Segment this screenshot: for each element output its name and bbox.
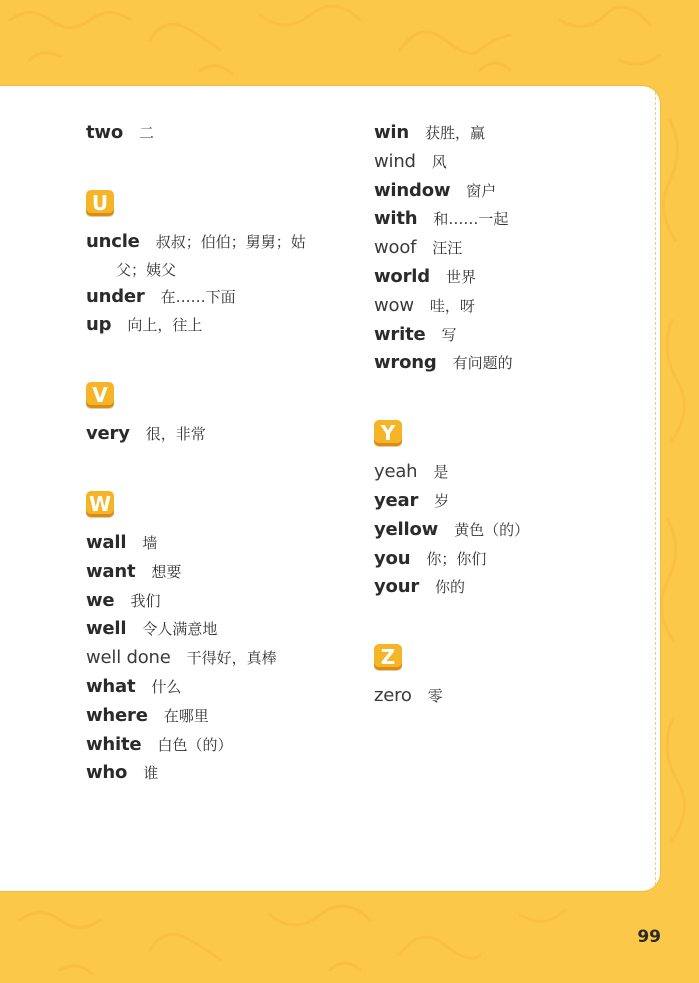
- vocab-meaning: 什么: [151, 677, 182, 696]
- letter-heading-w: [86, 489, 376, 521]
- page-number: 99: [637, 927, 661, 947]
- vocab-meaning: 获胜，赢: [425, 124, 486, 142]
- vocab-meaning: 写: [441, 325, 457, 344]
- vocab-word: well done: [86, 647, 171, 669]
- vocab-entry: [374, 516, 664, 545]
- vocab-word: want: [86, 560, 136, 582]
- vocab-word: wall: [86, 531, 127, 553]
- vocab-word: window: [374, 179, 451, 201]
- vocab-entry: [374, 205, 664, 234]
- vocab-word: yeah: [374, 461, 418, 483]
- vocab-word: wrong: [374, 352, 437, 374]
- vocab-word: very: [86, 423, 130, 445]
- vocab-meaning: 汪汪: [432, 239, 463, 258]
- vocab-entry: [374, 682, 664, 711]
- vocab-entry: [86, 529, 376, 558]
- vocab-word: your: [374, 576, 419, 598]
- vocab-word: two: [86, 122, 123, 143]
- vocab-entry: [86, 283, 376, 312]
- vocab-meaning: 干得好，真棒: [186, 649, 277, 668]
- vocab-meaning: 窗户: [466, 181, 497, 200]
- vocab-meaning: 白色（的）: [157, 735, 233, 754]
- vocab-meaning: 黄色（的）: [454, 520, 530, 539]
- vocab-entry: [374, 458, 664, 487]
- vocab-entry: [374, 573, 664, 602]
- vocab-meaning: 令人满意地: [142, 620, 218, 639]
- letter-heading-z: [374, 642, 664, 674]
- vocab-word: we: [86, 589, 115, 611]
- vocab-entry: [86, 759, 376, 788]
- vocab-meaning: 哇，呀: [429, 296, 475, 315]
- letter-badge: Y: [374, 420, 402, 446]
- vocab-entry: [86, 558, 376, 587]
- vocab-meaning: 风: [431, 152, 447, 171]
- section-spacer: [86, 449, 376, 489]
- section-spacer: [86, 148, 376, 188]
- right-column: [374, 119, 664, 711]
- vocab-meaning: 二: [139, 124, 155, 142]
- vocab-meaning: 在哪里: [163, 706, 209, 725]
- letter-badge: W: [86, 491, 114, 517]
- vocab-meaning: 向上，往上: [127, 316, 203, 335]
- vocab-word: with: [374, 208, 418, 230]
- vocab-entry: [86, 702, 376, 731]
- left-column: [86, 119, 376, 788]
- letter-badge: U: [86, 190, 114, 216]
- vocab-entry: [374, 321, 664, 350]
- vocab-entry: [86, 587, 376, 616]
- vocab-meaning: 我们: [130, 591, 161, 610]
- vocab-word: year: [374, 489, 419, 511]
- vocab-entry: [374, 545, 664, 574]
- section-spacer: [374, 378, 664, 418]
- vocab-entry: [86, 673, 376, 702]
- vocab-meaning: 和……一起: [433, 210, 509, 229]
- letter-heading-u: [86, 188, 376, 220]
- section-spacer: [86, 340, 376, 380]
- vocab-meaning: 有问题的: [452, 354, 513, 373]
- vocab-word: wow: [374, 294, 414, 316]
- vocab-word: you: [374, 547, 411, 569]
- vocab-meaning: 墙: [142, 533, 158, 552]
- letter-badge: V: [86, 382, 114, 408]
- vocab-entry: [86, 644, 376, 673]
- vocab-word: woof: [374, 237, 417, 259]
- vocab-meaning: 你；你们: [426, 549, 487, 568]
- vocab-meaning-continued: 父；姨父: [116, 260, 177, 279]
- vocab-meaning: 很，非常: [145, 425, 206, 444]
- vocab-word: world: [374, 265, 430, 287]
- vocab-word: zero: [374, 685, 412, 707]
- vocab-word: wind: [374, 150, 416, 172]
- vocab-meaning: 叔叔；伯伯；舅舅；姑: [155, 232, 306, 251]
- vocab-entry: [86, 615, 376, 644]
- vocab-word: write: [374, 323, 426, 345]
- vocab-word: win: [374, 122, 410, 143]
- vocab-meaning: 世界: [445, 267, 476, 286]
- vocab-word: uncle: [86, 230, 140, 252]
- vocab-word: yellow: [374, 518, 439, 540]
- vocab-word: what: [86, 675, 136, 697]
- vocab-meaning: 岁: [434, 491, 450, 510]
- vocab-entry: [374, 487, 664, 516]
- vocab-entry: [86, 311, 376, 340]
- letter-badge: Z: [374, 644, 402, 670]
- vocab-meaning: 想要: [151, 562, 182, 581]
- vocab-entry: [86, 731, 376, 760]
- vocab-meaning: 谁: [143, 764, 159, 783]
- vocab-word: who: [86, 762, 128, 784]
- vocab-entry: [374, 234, 664, 263]
- vocab-entry: [374, 263, 664, 292]
- vocab-meaning: 在……下面: [160, 287, 236, 306]
- vocab-entry: [374, 349, 664, 378]
- vocab-entry: [86, 119, 376, 148]
- letter-heading-v: [86, 380, 376, 412]
- vocab-entry: [86, 420, 376, 449]
- vocab-word: where: [86, 704, 148, 726]
- vocab-word: up: [86, 314, 112, 336]
- letter-heading-y: [374, 418, 664, 450]
- vocab-meaning: 是: [433, 463, 449, 482]
- vocab-word: white: [86, 733, 142, 755]
- vocab-meaning: 你的: [435, 578, 466, 597]
- vocab-entry: [374, 292, 664, 321]
- vocab-entry: [374, 148, 664, 177]
- vocab-entry: [374, 177, 664, 206]
- vocab-meaning: 零: [427, 687, 443, 706]
- vocab-entry: [374, 119, 664, 148]
- vocab-word: well: [86, 618, 127, 640]
- vocab-entry: [86, 228, 376, 283]
- vocab-word: under: [86, 285, 145, 307]
- section-spacer: [374, 602, 664, 642]
